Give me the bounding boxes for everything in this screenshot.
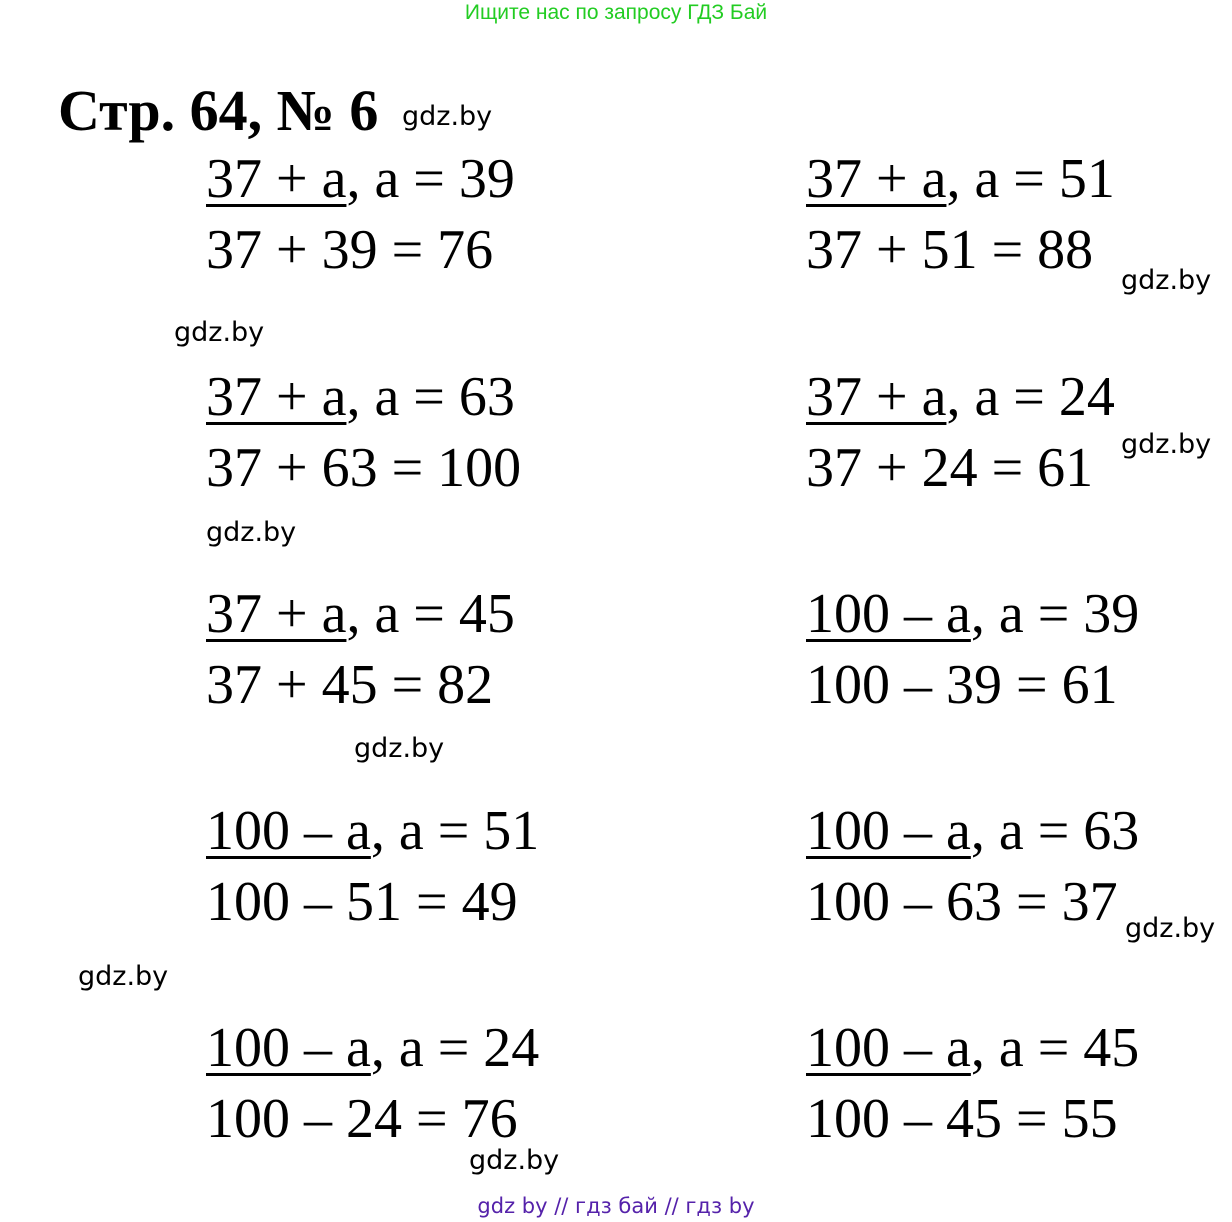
given-value: , a = 24: [370, 1017, 540, 1079]
problem-statement: [806, 583, 1139, 645]
given-value: , a = 45: [970, 1017, 1140, 1079]
problem-statement: [206, 583, 515, 645]
given-value: , a = 24: [946, 366, 1115, 428]
problem-solution: 100 – 51 = 49: [206, 871, 518, 933]
watermark: gdz.by: [354, 733, 445, 764]
watermark: gdz.by: [402, 101, 493, 132]
underlined-expression: 100 – a: [806, 583, 971, 645]
given-value: , a = 63: [346, 366, 515, 428]
problem-statement: [206, 800, 539, 862]
problem-statement: [206, 366, 515, 428]
problem-solution: 37 + 39 = 76: [206, 219, 494, 281]
underlined-expression: 37 + a: [206, 583, 347, 645]
underlined-expression: 37 + a: [806, 366, 947, 428]
problem-statement: [806, 366, 1115, 428]
problem-solution: 100 – 45 = 55: [806, 1088, 1118, 1150]
watermark: gdz.by: [174, 317, 265, 348]
underlined-expression: 100 – a: [206, 800, 371, 862]
problem-statement: [206, 1017, 539, 1079]
given-value: , a = 51: [370, 800, 540, 862]
problem-solution: 37 + 24 = 61: [806, 437, 1094, 499]
underlined-expression: 37 + a: [206, 148, 347, 210]
problem-statement: [806, 148, 1115, 210]
problem-solution: 100 – 63 = 37: [806, 871, 1118, 933]
underlined-expression: 37 + a: [806, 148, 947, 210]
given-value: , a = 39: [970, 583, 1140, 645]
given-value: , a = 51: [946, 148, 1115, 210]
problem-statement: [206, 148, 515, 210]
given-value: , a = 45: [346, 583, 515, 645]
promo-banner: Ищите нас по запросу ГДЗ Бай: [464, 1, 768, 24]
underlined-expression: 100 – a: [206, 1017, 371, 1079]
problem-solution: 37 + 45 = 82: [206, 654, 494, 716]
watermark: gdz.by: [469, 1145, 560, 1176]
footer-links[interactable]: gdz by // гдз бай // гдз by: [477, 1194, 755, 1218]
problem-statement: [806, 800, 1139, 862]
page-title: Стр. 64, № 6: [58, 78, 379, 143]
watermark: gdz.by: [1121, 265, 1212, 296]
underlined-expression: 100 – a: [806, 1017, 971, 1079]
given-value: , a = 39: [346, 148, 515, 210]
problem-statement: [806, 1017, 1139, 1079]
underlined-expression: 37 + a: [206, 366, 347, 428]
problem-solution: 100 – 24 = 76: [206, 1088, 518, 1150]
problem-solution: 37 + 51 = 88: [806, 219, 1094, 281]
watermark: gdz.by: [1121, 429, 1212, 460]
problem-solution: 100 – 39 = 61: [806, 654, 1118, 716]
underlined-expression: 100 – a: [806, 800, 971, 862]
watermark: gdz.by: [78, 961, 169, 992]
problem-solution: 37 + 63 = 100: [206, 437, 522, 499]
watermark: gdz.by: [1125, 913, 1216, 944]
given-value: , a = 63: [970, 800, 1140, 862]
watermark: gdz.by: [206, 517, 297, 548]
